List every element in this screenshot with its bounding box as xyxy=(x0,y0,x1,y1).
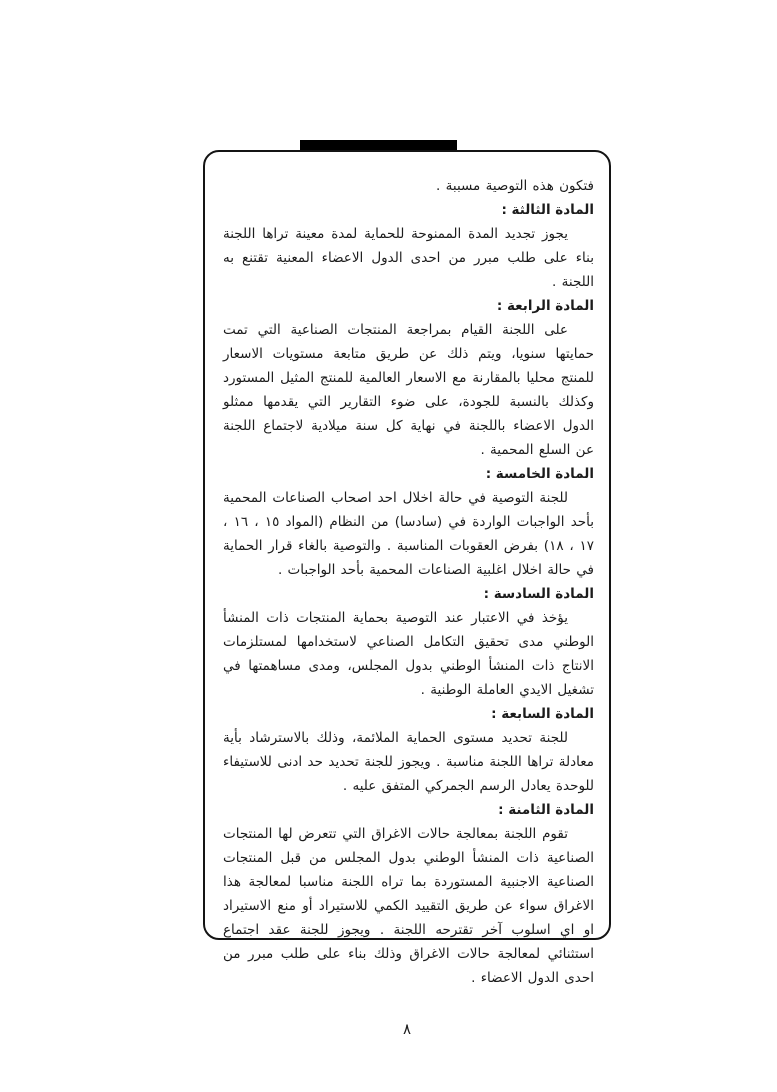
article-text xyxy=(223,174,594,990)
article-3-heading: المادة الثالثة : xyxy=(501,202,594,218)
page-number: ٨ xyxy=(402,1020,412,1038)
page-frame xyxy=(203,150,611,986)
article-5-heading: المادة الخامسة : xyxy=(485,466,594,482)
article-4-heading: المادة الرابعة : xyxy=(496,298,594,314)
article-6-heading: المادة السادسة : xyxy=(483,586,594,602)
article-5-body: للجنة التوصية في حالة اخلال احد اصحاب الصناعات المحمية بأحد الواجبات الواردة في (سادسا) من النظام (المواد ١٥ ، ١٦ ، ١٧ ، ١٨) بفرض العقوبات المناسبة . والتوصية بالغاء قرار الحماية في حالة اخلال اغلبية الصناعات المحمية بأحد الواجبات . xyxy=(223,490,594,578)
article-3-body: يجوز تجديد المدة الممنوحة للحماية لمدة معينة تراها اللجنة بناء على طلب مبرر من احدى الدول الاعضاء المعنية تقتنع به اللجنة . xyxy=(223,226,594,290)
article-7-heading: المادة السابعة : xyxy=(491,706,594,722)
article-7-body: للجنة تحديد مستوى الحماية الملائمة، وذلك بالاسترشاد بأية معادلة تراها اللجنة مناسبة . ويجوز للجنة تحديد حد ادنى للاستيفاء للوحدة يعادل الرسم الجمركي المتفق عليه . xyxy=(223,730,594,794)
article-8-body: تقوم اللجنة بمعالجة حالات الاغراق التي تتعرض لها المنتجات الصناعية ذات المنشأ الوطني بدول المجلس من قبل المنتجات الصناعية الاجنبية المستوردة بما تراه اللجنة مناسبا لمعالجة هذا الاغراق سواء عن طريق التقييد الكمي للاستيراد أو منع الاستيراد او اي اسلوب آخر تقترحه اللجنة . ويجوز للجنة عقد اجتماع استثنائي لمعالجة حالات الاغراق وذلك بناء على طلب مبرر من احدى الدول الاعضاء . xyxy=(223,826,594,986)
paragraph-carryover: فتكون هذه التوصية مسببة . xyxy=(436,178,594,194)
article-8-heading: المادة الثامنة : xyxy=(498,802,594,818)
article-4-body: على اللجنة القيام بمراجعة المنتجات الصناعية التي تمت حمايتها سنويا، ويتم ذلك عن طريق متابعة مستويات الاسعار للمنتج محليا بالمقارنة مع الاسعار العالمية للمنتج المثيل المستورد وكذلك بالنسبة للجودة، على ضوء التقارير التي يقدمها ممثلو الدول الاعضاء باللجنة في نهاية كل سنة ميلادية لاجتماع اللجنة عن السلع المحمية . xyxy=(223,322,594,458)
article-6-body: يؤخذ في الاعتبار عند التوصية بحماية المنتجات ذات المنشأ الوطني مدى تحقيق التكامل الصناعي لاستخدامها لمستلزمات الانتاج ذات المنشأ الوطني بدول المجلس، ومدى مساهمتها في تشغيل الايدي العاملة الوطنية . xyxy=(223,610,594,698)
